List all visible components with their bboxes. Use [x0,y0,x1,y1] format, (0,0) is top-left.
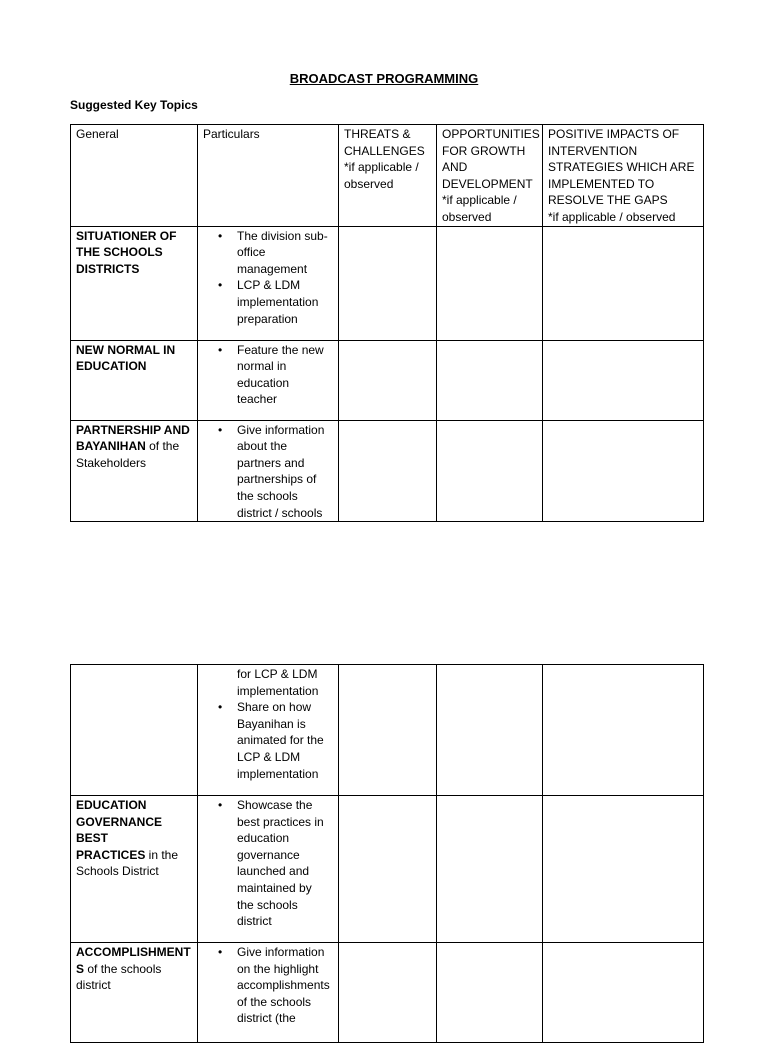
list-item: • Share on how Bayanihan is animated for the LCP & LDM implementation [237,699,333,782]
row-particulars-accomplishments [198,943,339,1043]
empty-cell [543,796,704,943]
row-general-partnership: PARTNERSHIP AND BAYANIHAN of the Stakeholders [71,420,198,522]
empty-cell [339,340,437,420]
empty-cell [437,226,543,340]
table-row [71,340,704,420]
row-particulars-partnership [198,420,339,522]
row-general-governance: EDUCATION GOVERNANCE BEST PRACTICES in the Schools District [71,796,198,943]
empty-cell [543,665,704,796]
table-row [71,943,704,1043]
list-item: • Showcase the best practices in education governance launched and maintained by the schools district [237,797,333,930]
header-threats: THREATS & CHALLENGES *if applicable / observed [339,125,437,227]
header-positive-impacts: POSITIVE IMPACTS OF INTERVENTION STRATEGIES WHICH ARE IMPLEMENTED TO RESOLVE THE GAPS *if applicable / observed [543,125,704,227]
list-item: • Give information on the highlight accomplishments of the schools district (the [237,944,333,1027]
empty-cell [339,796,437,943]
list-item: • Feature the new normal in education teacher [237,342,333,408]
table-header-row [71,125,704,227]
header-general: General [71,125,198,227]
empty-cell [437,943,543,1043]
list-item: • LCP & LDM implementation preparation [237,277,333,327]
row-particulars-situationer [198,226,339,340]
empty-cell [437,665,543,796]
table-row [71,226,704,340]
empty-cell [71,665,198,796]
topics-table-page-2 [70,664,704,1043]
table-row [71,420,704,522]
empty-cell [543,943,704,1043]
empty-cell [339,226,437,340]
list-item: • Give information about the partners and partnerships of the schools district / schools [237,422,333,522]
empty-cell [437,796,543,943]
table-row [71,796,704,943]
empty-cell [437,420,543,522]
row-general-accomplishments: ACCOMPLISHMENT S of the schools district [71,943,198,1043]
empty-cell [339,420,437,522]
header-opportunities: OPPORTUNITIES FOR GROWTH AND DEVELOPMENT *if applicable / observed [437,125,543,227]
empty-cell [543,420,704,522]
empty-cell [543,340,704,420]
row-particulars-continued: for LCP & LDM implementation • Share on how Bayanihan is animated for the LCP & LDM implementation [198,665,339,796]
empty-cell [543,226,704,340]
empty-cell [437,340,543,420]
topics-table-page-1 [70,124,704,522]
row-general-situationer: SITUATIONER OF THE SCHOOLS DISTRICTS [71,226,198,340]
document-subtitle: Suggested Key Topics [70,98,198,112]
table-row [71,665,704,796]
row-particulars-governance [198,796,339,943]
document-title: BROADCAST PROGRAMMING [289,71,479,86]
row-general-new-normal: NEW NORMAL IN EDUCATION [71,340,198,420]
empty-cell [339,943,437,1043]
list-item: • The division sub- office management [237,228,333,278]
header-particulars: Particulars [198,125,339,227]
empty-cell [339,665,437,796]
row-particulars-new-normal [198,340,339,420]
